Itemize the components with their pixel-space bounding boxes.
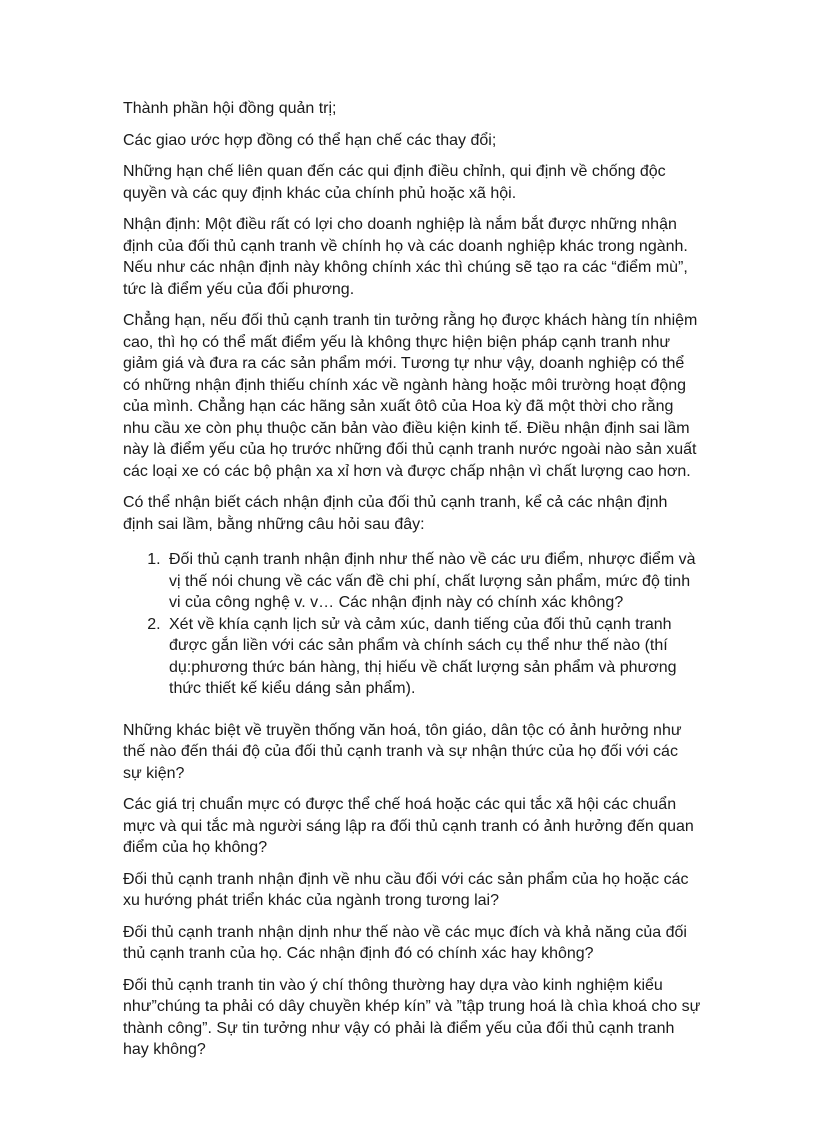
paragraph-questions-intro: Có thể nhận biết cách nhận định của đối thủ cạnh tranh, kể cả các nhận định định sai lầm, bằng những câu hỏi sau đây: bbox=[123, 494, 668, 533]
paragraph-demand-trends: Đối thủ cạnh tranh nhận định về nhu cầu đối với các sản phẩm của họ hoặc các xu hướng phát triển khác của ngành trong tương lai? bbox=[123, 870, 689, 909]
paragraph-norms-values: Các giá trị chuẩn mực có được thể chế hoá hoặc các qui tắc xã hội các chuẩn mực và qui tắc mà người sáng lập ra đối thủ cạnh tranh có ảnh hưởng đến quan điểm của họ không? bbox=[123, 796, 694, 856]
paragraph-conventional-wisdom: Đối thủ cạnh tranh tin vào ý chí thông thường hay dựa vào kinh nghiệm kiểu như”chúng ta phải có dây chuyền khép kín” và ”tập trung hoá là chìa khoá cho sự thành công”. Sự tin tưởng như vậy có phải là điểm yếu của đối thủ cạnh tranh hay không? bbox=[123, 976, 701, 1058]
questions-list bbox=[123, 549, 701, 700]
document-page bbox=[123, 98, 701, 1071]
paragraph-cultural-differences: Những khác biệt về truyền thống văn hoá, tôn giáo, dân tộc có ảnh hưởng như thế nào đến thái độ của đối thủ cạnh tranh và sự nhận thức của họ đối với các sự kiện? bbox=[123, 721, 682, 782]
paragraph-example: Chẳng hạn, nếu đối thủ cạnh tranh tin tưởng rằng họ được khách hàng tín nhiệm cao, thì họ có thể mất điểm yếu là không thực hiện biện pháp cạnh tranh như giảm giá và đưa ra các sản phẩm mới. Tương tự như vậy, doanh nghiệp có thể có những nhận định thiếu chính xác về ngành hàng hoặc môi trường hoạt động của mình. Chẳng hạn các hãng sản xuất ôtô của Hoa kỳ đã một thời cho rằng nhu cầu xe còn phụ thuộc căn bản vào điều kiện kinh tế. Điều nhận định sai lầm này là điểm yếu của họ trước những đối thủ cạnh tranh nước ngoài nào sản xuất các loại xe có các bộ phận xa xỉ hơn và được chấp nhận vì chất lượng cao hơn. bbox=[123, 312, 698, 480]
paragraph-board-composition: Thành phần hội đồng quản trị; bbox=[123, 100, 337, 117]
list-item: 2. Xét về khía cạnh lịch sử và cảm xúc, danh tiếng của đối thủ cạnh tranh được gắn liền với các sản phẩm và chính sách cụ thể như thế nào (thí dụ:phương thức bán hàng, thị hiếu về chất lượng sản phẩm và phương thức thiết kế kiểu dáng sản phẩm). bbox=[165, 614, 701, 700]
paragraph-regulatory-limits: Những hạn chế liên quan đến các qui định điều chỉnh, qui định về chống độc quyền và các quy định khác của chính phủ hoặc xã hội. bbox=[123, 163, 666, 202]
paragraph-assumptions: Nhận định: Một điều rất có lợi cho doanh nghiệp là nắm bắt được những nhận định của đối thủ cạnh tranh về chính họ và các doanh nghiệp khác trong ngành. Nếu như các nhận định này không chính xác thì chúng sẽ tạo ra các “điểm mù”, tức là điểm yếu của đối phương. bbox=[123, 216, 688, 298]
paragraph-contract-covenants: Các giao ước hợp đồng có thể hạn chế các thay đổi; bbox=[123, 131, 497, 149]
list-item: 1. Đối thủ cạnh tranh nhận định như thế nào về các ưu điểm, nhược điểm và vị thế nói chung về các vấn đề chi phí, chất lượng sản phẩm, mức độ tinh vi của công nghệ v. v… Các nhận định này có chính xác không? bbox=[165, 549, 701, 614]
paragraph-rival-goals: Đối thủ cạnh tranh nhận dịnh như thế nào về các mục đích và khả năng của đối thủ cạnh tranh của họ. Các nhận định đó có chính xác hay không? bbox=[123, 923, 687, 962]
